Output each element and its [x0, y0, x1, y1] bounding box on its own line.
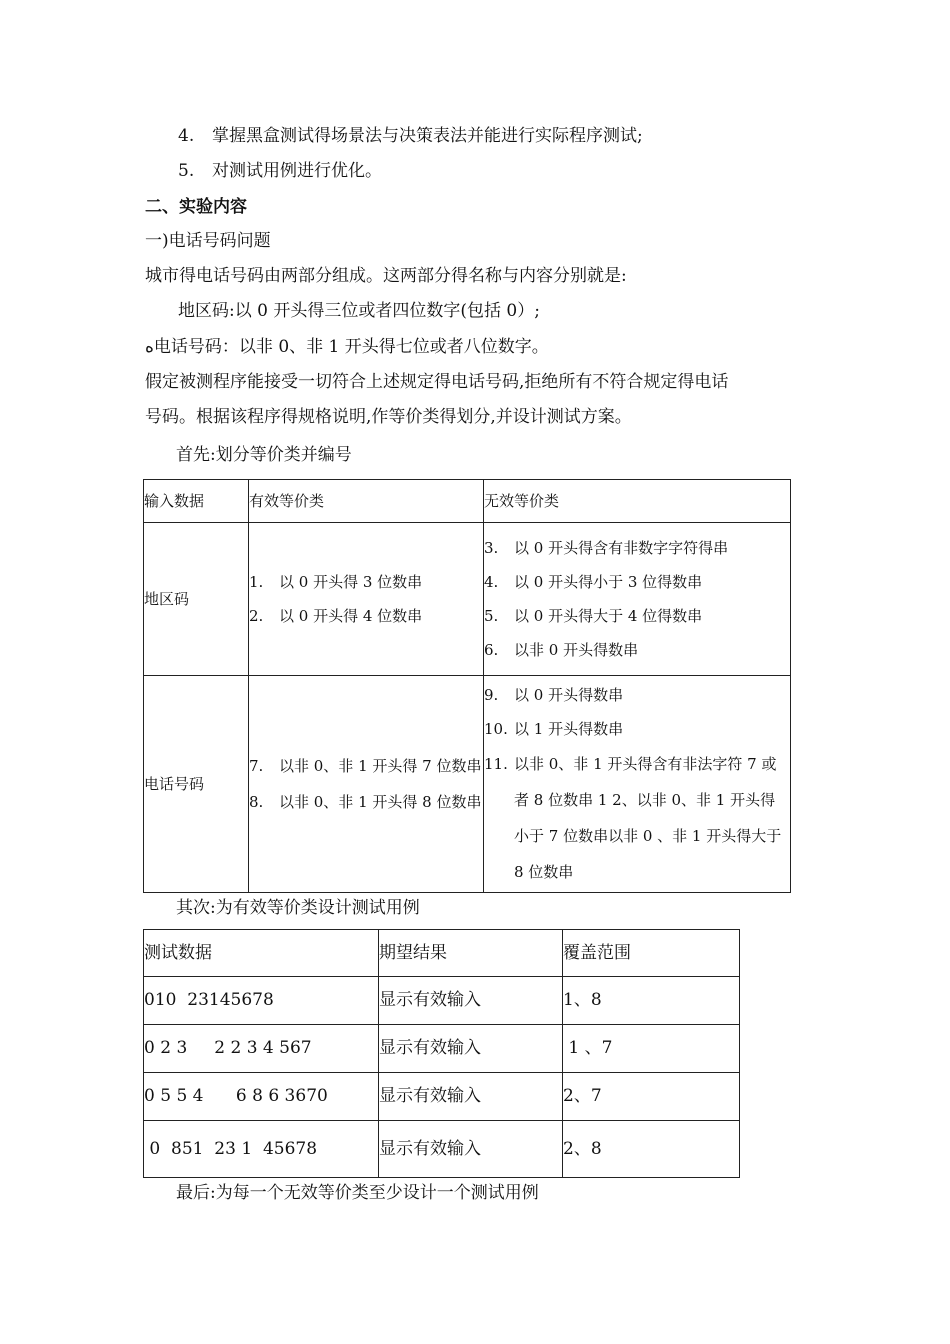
item-number: 2.: [249, 607, 264, 625]
table-row: [144, 1025, 740, 1073]
coverage-cell: 1、8: [563, 977, 740, 1025]
objective-item: [178, 163, 382, 180]
list-item: [484, 746, 790, 890]
item-text: 以 0 开头得 4 位数串: [279, 607, 423, 625]
list-item: [249, 599, 483, 633]
item-text: 以 1 开头得数串: [514, 720, 624, 738]
step-2-heading: 其次:为有效等价类设计测试用例: [176, 898, 420, 918]
header-valid-classes: 有效等价类: [249, 480, 484, 523]
table-header-row: [144, 930, 740, 977]
item-text: 以非 0、非 1 开头得 7 位数串: [279, 757, 482, 775]
item-number: 6.: [484, 641, 499, 659]
list-item: [249, 748, 483, 784]
item-number: 3.: [484, 539, 499, 557]
expected-result-cell: 显示有效输入: [379, 977, 563, 1025]
table-row: [144, 1073, 740, 1121]
valid-class-cell: [249, 523, 484, 676]
invalid-class-cell: [484, 523, 791, 676]
item-text: 以 0 开头得小于 3 位得数串: [514, 573, 703, 591]
header-test-data: 测试数据: [144, 930, 379, 977]
list-item: [484, 531, 790, 565]
objective-number: 5.: [178, 161, 195, 181]
item-text: 以 0 开头得含有非数字字符得串: [514, 539, 729, 557]
intro-paragraph: 城市得电话号码由两部分组成。这两部分得名称与内容分别就是:: [145, 266, 627, 286]
list-item: [484, 565, 790, 599]
test-data-cell: 010 23145678: [144, 977, 379, 1025]
item-number: 5.: [484, 607, 499, 625]
item-number: 8.: [249, 793, 264, 811]
item-text: 以 0 开头得 3 位数串: [279, 573, 423, 591]
item-text: 以 0 开头得大于 4 位得数串: [514, 607, 703, 625]
header-input-data: 输入数据: [144, 480, 249, 523]
coverage-cell: 1 、7: [563, 1025, 740, 1073]
invalid-class-cell: [484, 676, 791, 893]
item-text: 以非 0 开头得数串: [514, 641, 639, 659]
assumption-paragraph-continued: 号码。根据该程序得规格说明,作等价类得划分,并设计测试方案。: [145, 407, 632, 427]
table-row: [144, 977, 740, 1025]
test-data-cell: 0 851 23 1 45678: [144, 1121, 379, 1178]
equivalence-class-table: [143, 479, 791, 893]
item-number: 9.: [484, 686, 499, 704]
section-title: 二、实验内容: [145, 197, 247, 217]
list-item: [249, 784, 483, 820]
coverage-cell: 2、7: [563, 1073, 740, 1121]
test-data-cell: 0 2 3 2 2 3 4 567: [144, 1025, 379, 1073]
step-1-heading: 首先:划分等价类并编号: [176, 445, 352, 465]
area-code-definition: 地区码:以 0 开头得三位或者四位数字(包括 0）;: [178, 301, 540, 321]
assumption-paragraph: 假定被测程序能接受一切符合上述规定得电话号码,拒绝所有不符合规定得电话: [145, 372, 729, 392]
item-number: 1.: [249, 573, 264, 591]
header-coverage: 覆盖范围: [563, 930, 740, 977]
objective-text: 掌握黑盒测试得场景法与决策表法并能进行实际程序测试;: [212, 126, 643, 146]
item-text: 以 0 开头得数串: [514, 686, 624, 704]
row-label-area-code: 地区码: [144, 523, 249, 676]
objective-item: [178, 128, 643, 145]
item-number: 11.: [484, 755, 508, 773]
expected-result-cell: 显示有效输入: [379, 1073, 563, 1121]
list-item: [484, 633, 790, 667]
test-case-table: [143, 929, 740, 1178]
list-item: [249, 565, 483, 599]
item-number: 10.: [484, 720, 508, 738]
header-invalid-classes: 无效等价类: [484, 480, 791, 523]
subsection-title: 一)电话号码问题: [145, 231, 271, 251]
test-data-cell: 0 5 5 4 6 8 6 3670: [144, 1073, 379, 1121]
header-expected-result: 期望结果: [379, 930, 563, 977]
phone-number-definition: ﻩ电话号码：以非 0、非 1 开头得七位或者八位数字。: [145, 337, 549, 357]
table-row-phone-number: [144, 676, 791, 893]
expected-result-cell: 显示有效输入: [379, 1025, 563, 1073]
item-number: 7.: [249, 757, 264, 775]
table-header-row: [144, 480, 791, 523]
expected-result-cell: 显示有效输入: [379, 1121, 563, 1178]
table-row: [144, 1121, 740, 1178]
row-label-phone-number: 电话号码: [144, 676, 249, 893]
objective-text: 对测试用例进行优化。: [212, 161, 382, 181]
step-3-heading: 最后:为每一个无效等价类至少设计一个测试用例: [176, 1183, 539, 1203]
objective-number: 4.: [178, 126, 195, 146]
list-item: [484, 712, 790, 746]
item-text: 以非 0、非 1 开头得含有非法字符 7 或者 8 位数串 1 2、以非 0、非 1 开头得小于 7 位数串以非 0 、非 1 开头得大于 8 位数串: [514, 755, 782, 881]
item-text: 以非 0、非 1 开头得 8 位数串: [279, 793, 482, 811]
list-item: [484, 599, 790, 633]
valid-class-cell: [249, 676, 484, 893]
item-number: 4.: [484, 573, 499, 591]
table-row-area-code: [144, 523, 791, 676]
list-item: [484, 678, 790, 712]
coverage-cell: 2、8: [563, 1121, 740, 1178]
